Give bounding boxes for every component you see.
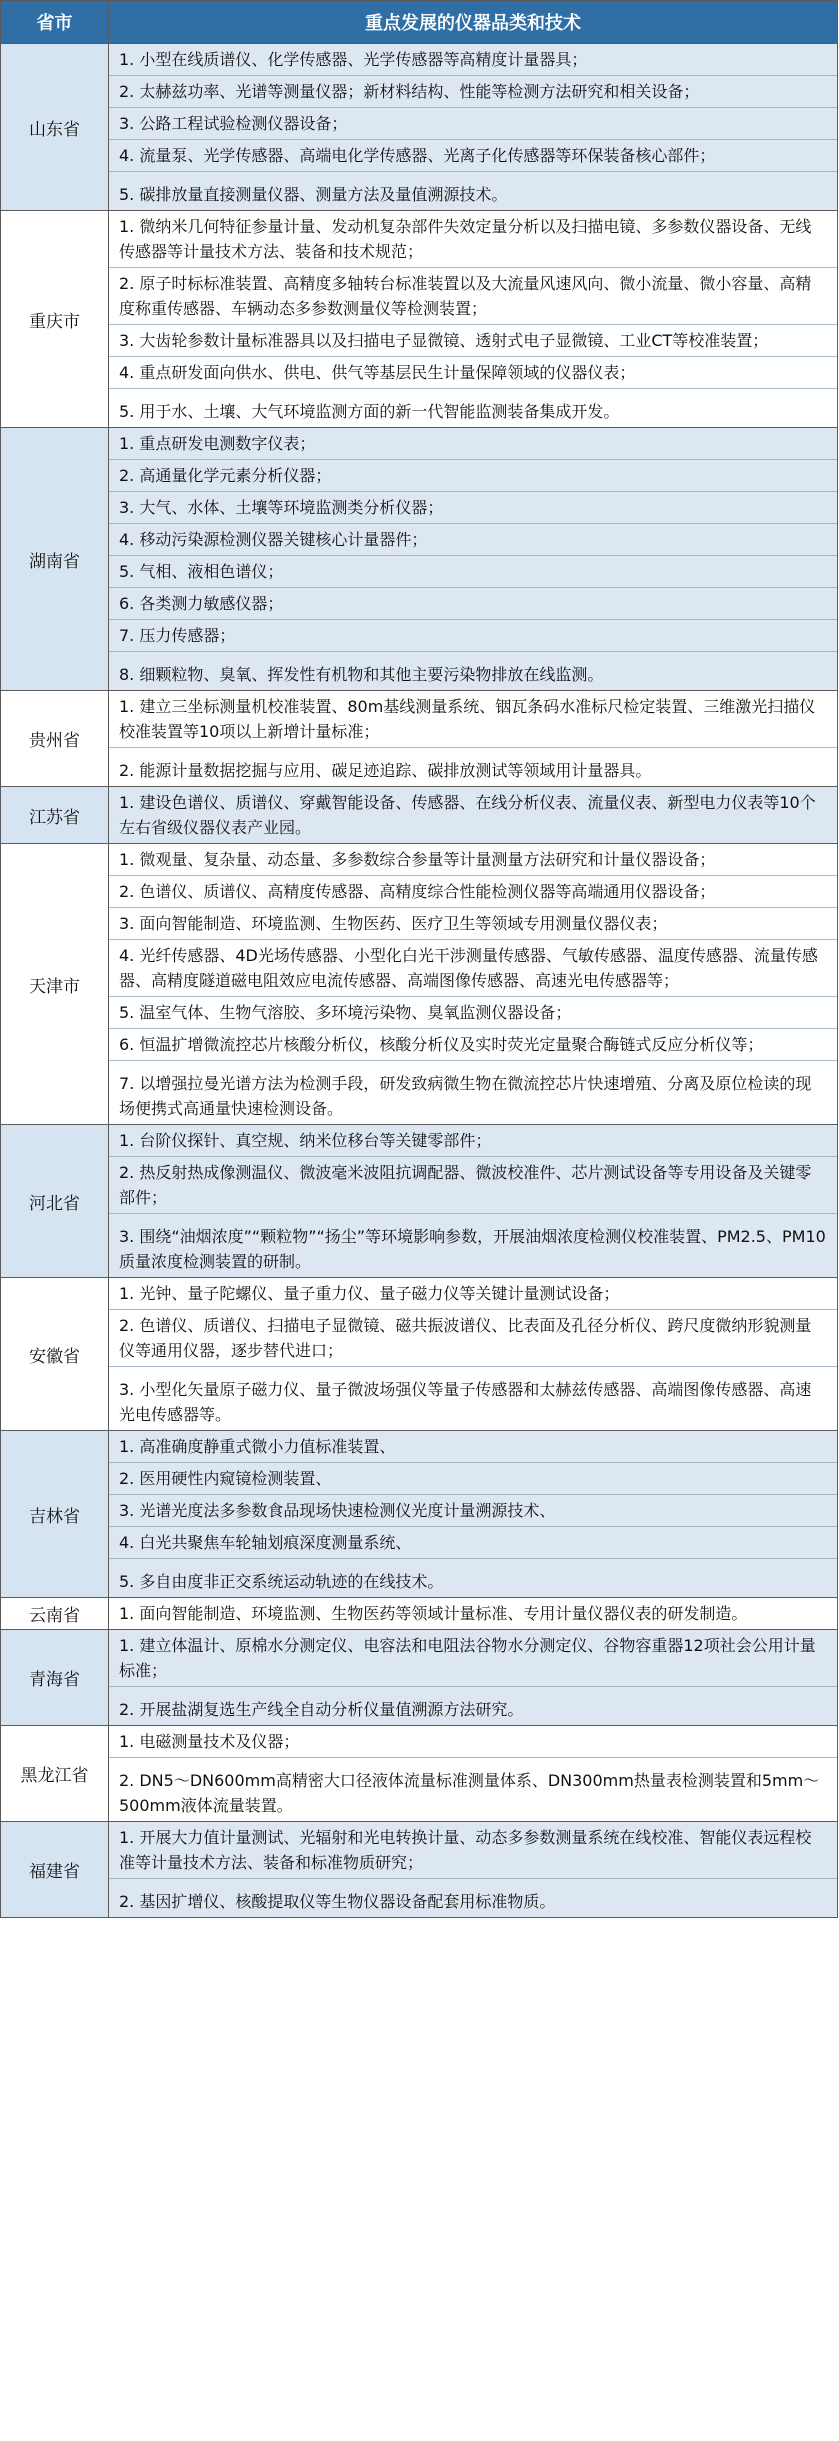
- header-content: 重点发展的仪器品类和技术: [109, 1, 838, 44]
- list-item: 2. 基因扩增仪、核酸提取仪等生物仪器设备配套用标准物质。: [119, 1892, 556, 1911]
- table-row: [1, 1726, 838, 1822]
- header-province: 省市: [1, 1, 109, 44]
- content-cell: [109, 787, 838, 844]
- content-cell: [109, 1598, 838, 1630]
- list-item: 1. 面向智能制造、环境监测、生物医药等领域计量标准、专用计量仪器仪表的研发制造。: [119, 1604, 748, 1623]
- list-item: 4. 流量泵、光学传感器、高端电化学传感器、光离子化传感器等环保装备核心部件；: [109, 140, 837, 172]
- list-item: 2. 原子时标标准装置、高精度多轴转台标准装置以及大流量风速风向、微小流量、微小容量、高精度称重传感器、车辆动态多参数测量仪等检测装置；: [109, 268, 837, 325]
- province-cell: 重庆市: [1, 211, 109, 428]
- list-item: 7. 压力传感器；: [109, 620, 837, 652]
- list-item: 3. 大气、水体、土壤等环境监测类分析仪器；: [109, 492, 837, 524]
- list-item: 1. 光钟、量子陀螺仪、量子重力仪、量子磁力仪等关键计量测试设备；: [109, 1278, 837, 1310]
- list-item: 2. 太赫兹功率、光谱等测量仪器；新材料结构、性能等检测方法研究和相关设备；: [109, 76, 837, 108]
- list-item: 8. 细颗粒物、臭氧、挥发性有机物和其他主要污染物排放在线监测。: [119, 665, 604, 684]
- table-row: [1, 844, 838, 1125]
- list-item: 1. 小型在线质谱仪、化学传感器、光学传感器等高精度计量器具；: [109, 44, 837, 76]
- table-row: [1, 1822, 838, 1918]
- content-cell: [109, 44, 838, 211]
- list-item: 1. 重点研发电测数字仪表；: [109, 428, 837, 460]
- list-item: 2. 开展盐湖复选生产线全自动分析仪量值溯源方法研究。: [119, 1700, 524, 1719]
- list-item: 5. 多自由度非正交系统运动轨迹的在线技术。: [119, 1572, 444, 1591]
- list-item: 6. 各类测力敏感仪器；: [109, 588, 837, 620]
- list-item: 1. 高准确度静重式微小力值标准装置、: [109, 1431, 837, 1463]
- list-item: 7. 以增强拉曼光谱方法为检测手段，研发致病微生物在微流控芯片快速增殖、分离及原位检读的现场便携式高通量快速检测设备。: [119, 1074, 812, 1118]
- province-cell: 青海省: [1, 1630, 109, 1726]
- province-cell: 黑龙江省: [1, 1726, 109, 1822]
- province-cell: 吉林省: [1, 1431, 109, 1598]
- table-row: [1, 691, 838, 787]
- province-cell: 天津市: [1, 844, 109, 1125]
- table-row: [1, 44, 838, 211]
- province-cell: 山东省: [1, 44, 109, 211]
- content-cell: [109, 1726, 838, 1822]
- list-item: 2. 热反射热成像测温仪、微波毫米波阻抗调配器、微波校准件、芯片测试设备等专用设备及关键零部件；: [109, 1157, 837, 1214]
- list-item: 1. 建设色谱仪、质谱仪、穿戴智能设备、传感器、在线分析仪表、流量仪表、新型电力仪表等10个左右省级仪器仪表产业园。: [119, 793, 816, 837]
- content-cell: [109, 1822, 838, 1918]
- list-item: 2. 色谱仪、质谱仪、高精度传感器、高精度综合性能检测仪器等高端通用仪器设备；: [109, 876, 837, 908]
- table-row: [1, 211, 838, 428]
- list-item: 2. 能源计量数据挖掘与应用、碳足迹追踪、碳排放测试等领域用计量器具。: [119, 761, 652, 780]
- list-item: 5. 用于水、土壤、大气环境监测方面的新一代智能监测装备集成开发。: [119, 402, 620, 421]
- list-item: 5. 碳排放量直接测量仪器、测量方法及量值溯源技术。: [119, 185, 508, 204]
- list-item: 4. 光纤传感器、4D光场传感器、小型化白光干涉测量传感器、气敏传感器、温度传感器、流量传感器、高精度隧道磁电阻效应电流传感器、高端图像传感器、高速光电传感器等；: [109, 940, 837, 997]
- province-cell: 福建省: [1, 1822, 109, 1918]
- list-item: 1. 开展大力值计量测试、光辐射和光电转换计量、动态多参数测量系统在线校准、智能仪表远程校准等计量技术方法、装备和标准物质研究；: [109, 1822, 837, 1879]
- table-row: [1, 428, 838, 691]
- list-item: 1. 建立三坐标测量机校准装置、80m基线测量系统、铟瓦条码水准标尺检定装置、三维激光扫描仪校准装置等10项以上新增计量标准；: [109, 691, 837, 748]
- list-item: 3. 光谱光度法多参数食品现场快速检测仪光度计量溯源技术、: [109, 1495, 837, 1527]
- list-item: 3. 小型化矢量原子磁力仪、量子微波场强仪等量子传感器和太赫兹传感器、高端图像传感器、高速光电传感器等。: [119, 1380, 812, 1424]
- list-item: 1. 建立体温计、原棉水分测定仪、电容法和电阻法谷物水分测定仪、谷物容重器12项社会公用计量标准；: [109, 1630, 837, 1687]
- province-cell: 河北省: [1, 1125, 109, 1278]
- province-cell: 安徽省: [1, 1278, 109, 1431]
- list-item: 4. 重点研发面向供水、供电、供气等基层民生计量保障领域的仪器仪表；: [109, 357, 837, 389]
- list-item: 1. 台阶仪探针、真空规、纳米位移台等关键零部件；: [109, 1125, 837, 1157]
- list-item: 3. 面向智能制造、环境监测、生物医药、医疗卫生等领域专用测量仪器仪表；: [109, 908, 837, 940]
- list-item: 5. 温室气体、生物气溶胶、多环境污染物、臭氧监测仪器设备；: [109, 997, 837, 1029]
- content-cell: [109, 844, 838, 1125]
- table-header-row: [1, 1, 838, 44]
- list-item: 1. 微观量、复杂量、动态量、多参数综合参量等计量测量方法研究和计量仪器设备；: [109, 844, 837, 876]
- list-item: 2. 色谱仪、质谱仪、扫描电子显微镜、磁共振波谱仪、比表面及孔径分析仪、跨尺度微纳形貌测量仪等通用仪器，逐步替代进口；: [109, 1310, 837, 1367]
- province-cell: 江苏省: [1, 787, 109, 844]
- table-row: [1, 1431, 838, 1598]
- list-item: 3. 围绕“油烟浓度”“颗粒物”“扬尘”等环境影响参数，开展油烟浓度检测仪校准装置、PM2.5、PM10质量浓度检测装置的研制。: [119, 1227, 826, 1271]
- content-cell: [109, 211, 838, 428]
- list-item: 5. 气相、液相色谱仪；: [109, 556, 837, 588]
- list-item: 2. 医用硬性内窥镜检测装置、: [109, 1463, 837, 1495]
- content-cell: [109, 428, 838, 691]
- table-row: [1, 787, 838, 844]
- content-cell: [109, 1630, 838, 1726]
- list-item: 2. DN5～DN600mm高精密大口径液体流量标准测量体系、DN300mm热量表检测装置和5mm～500mm液体流量装置。: [119, 1771, 820, 1815]
- province-cell: 云南省: [1, 1598, 109, 1630]
- table-row: [1, 1125, 838, 1278]
- province-cell: 湖南省: [1, 428, 109, 691]
- content-cell: [109, 691, 838, 787]
- list-item: 6. 恒温扩增微流控芯片核酸分析仪，核酸分析仪及实时荧光定量聚合酶链式反应分析仪等；: [109, 1029, 837, 1061]
- list-item: 4. 移动污染源检测仪器关键核心计量器件；: [109, 524, 837, 556]
- list-item: 2. 高通量化学元素分析仪器；: [109, 460, 837, 492]
- table-row: [1, 1278, 838, 1431]
- province-cell: 贵州省: [1, 691, 109, 787]
- list-item: 1. 微纳米几何特征参量计量、发动机复杂部件失效定量分析以及扫描电镜、多参数仪器设备、无线传感器等计量技术方法、装备和技术规范；: [109, 211, 837, 268]
- table-row: [1, 1630, 838, 1726]
- list-item: 4. 白光共聚焦车轮轴划痕深度测量系统、: [109, 1527, 837, 1559]
- content-cell: [109, 1125, 838, 1278]
- content-cell: [109, 1431, 838, 1598]
- table-row: [1, 1598, 838, 1630]
- list-item: 3. 大齿轮参数计量标准器具以及扫描电子显微镜、透射式电子显微镜、工业CT等校准装置；: [109, 325, 837, 357]
- content-cell: [109, 1278, 838, 1431]
- list-item: 1. 电磁测量技术及仪器；: [109, 1726, 837, 1758]
- table-body: [1, 44, 838, 1918]
- list-item: 3. 公路工程试验检测仪器设备；: [109, 108, 837, 140]
